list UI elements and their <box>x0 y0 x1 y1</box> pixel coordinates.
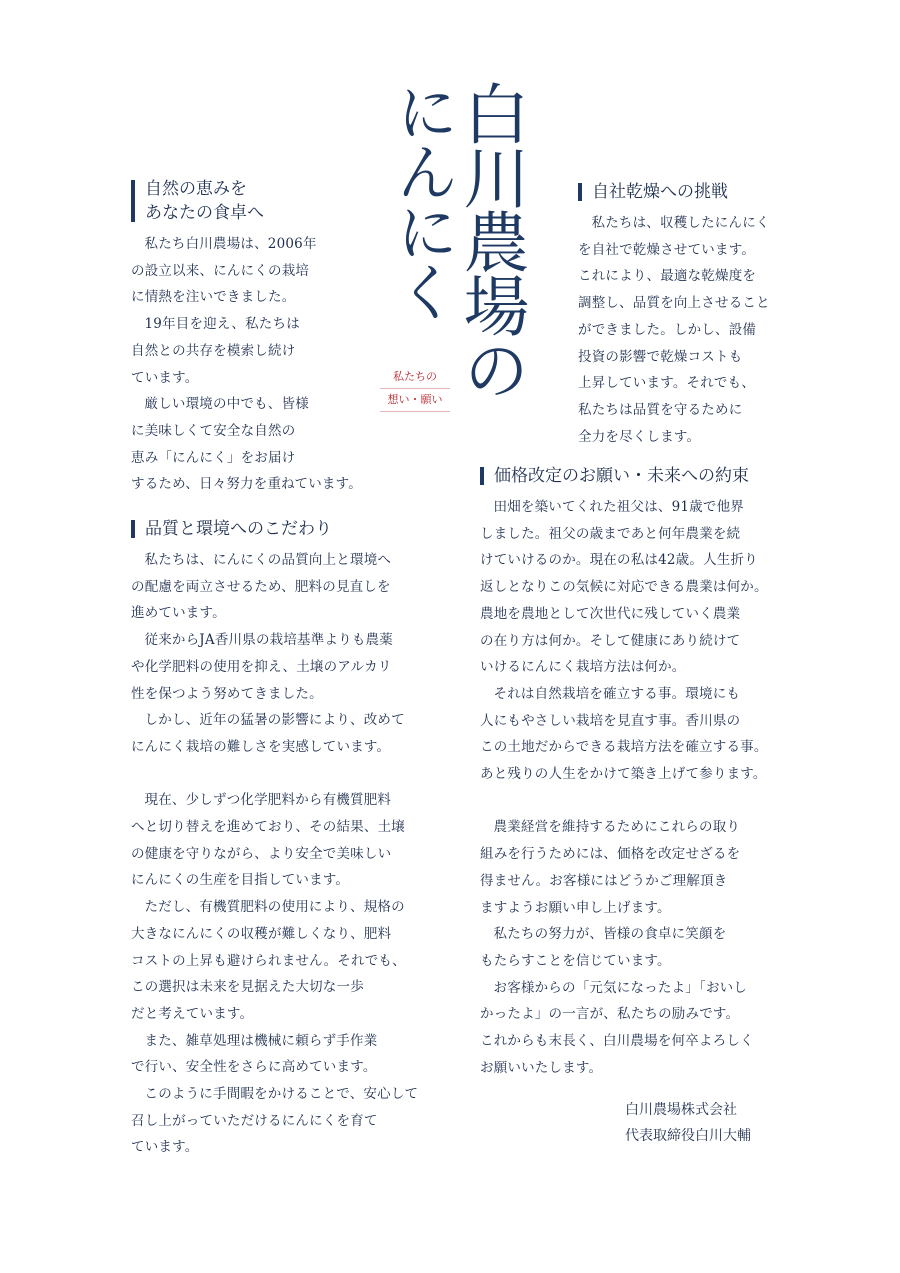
paragraph: また、雑草処理は機械に頼らず手作業 で行い、安全性をさらに高めています。 <box>131 1032 378 1076</box>
tagline-line: 想い・願い <box>380 389 450 412</box>
section-heading: 品質と環境へのこだわり <box>131 517 431 541</box>
company-name: 白川農場株式会社 <box>625 1102 737 1118</box>
section-quality <box>131 517 431 1161</box>
tagline-line: 私たちの <box>380 366 450 389</box>
page-title: 白川農場の <box>452 80 529 400</box>
paragraph: 私たち白川農場は、2006年 の設立以来、にんにくの栽培 に情熱を注いできました。 <box>131 236 317 306</box>
spacer <box>131 761 431 788</box>
paragraph: 19年目を迎え、私たちは 自然との共存を模索し続け ています。 <box>131 316 300 386</box>
paragraph: 私たちは、収穫したにんにく を自社で乾燥させています。 これにより、最適な乾燥度を 調整し、品質を向上させること ができました。しかし、設備 投資の影響で乾燥コストも 上昇しています。それでも、 私たちは品質を守るために 全力を尽くします。 <box>578 215 770 445</box>
paragraph: 私たちは、にんにくの品質向上と環境へ の配慮を両立させるため、肥料の見直しを 進めています。 <box>131 552 392 622</box>
paragraph: 田畑を築いてくれた祖父は、91歳で他界 しました。祖父の歳まであと何年農業を続 けていけるのか。現在の私は42歳。人生折り 返しとなりこの気候に対応できる農業は何か。 農地を農地として次世代に残していく農業 の在り方は何か。そして健康にあり続けて いけるにんにく栽培方法は何か。 <box>480 499 768 676</box>
section-drying <box>578 180 788 450</box>
paragraph: 従来からJA香川県の栽培基準よりも農薬 や化学肥料の使用を抑え、土壌のアルカリ 性を保つよう努めてきました。 <box>131 632 393 702</box>
page-title-sub: にんにく <box>386 80 459 320</box>
paragraph: 厳しい環境の中でも、皆様 に美味しくて安全な自然の 恵み「にんにく」をお届け するため、日々努力を重ねています。 <box>131 396 362 493</box>
section-nature <box>131 177 401 498</box>
representative-name: 代表取締役白川大輔 <box>625 1128 751 1144</box>
section-body <box>480 494 790 1081</box>
section-body <box>131 547 431 1161</box>
paragraph: お客様からの「元気になったよ」「おいし かったよ」の一言が、私たちの励みです。 これからも末長く、白川農場を何卒よろしく お願いいたします。 <box>480 979 754 1076</box>
section-price <box>480 464 790 1081</box>
signature <box>625 1097 751 1149</box>
spacer <box>480 788 790 815</box>
section-heading: 自社乾燥への挑戦 <box>578 180 788 204</box>
paragraph: 現在、少しずつ化学肥料から有機質肥料 へと切り替えを進めており、その結果、土壌 の健康を守りながら、より安全で美味しい にんにくの生産を目指しています。 <box>131 792 405 889</box>
paragraph: 私たちの努力が、皆様の食卓に笑顔を もたらすことを信じています。 <box>480 926 727 969</box>
section-heading: 価格改定のお願い・未来への約束 <box>480 464 790 488</box>
paragraph: しかし、近年の猛暑の影響により、改めて にんにく栽培の難しさを実感しています。 <box>131 712 405 755</box>
paragraph: ただし、有機質肥料の使用により、規格の 大きなにんにくの収穫が難しくなり、肥料 コストの上昇も避けられません。それでも、 この選択は未来を見据えた大切な一歩 だと考えています。 <box>131 899 406 1022</box>
section-body <box>578 210 788 450</box>
paragraph: 農業経営を維持するためにこれらの取り 組みを行うためには、価格を改定せざるを 得ません。お客様にはどうかご理解頂き ますようお願い申し上げます。 <box>480 819 741 916</box>
paragraph: それは自然栽培を確立する事。環境にも 人にもやさしい栽培を見直す事。香川県の この土地だからできる栽培方法を確立する事。 あと残りの人生をかけて築き上げて参ります。 <box>480 685 768 783</box>
section-body <box>131 231 401 498</box>
section-heading: 自然の恵みを あなたの食卓へ <box>131 177 401 225</box>
paragraph: このように手間暇をかけることで、安心して 召し上がっていただけるにんにくを育て ています。 <box>131 1086 419 1156</box>
